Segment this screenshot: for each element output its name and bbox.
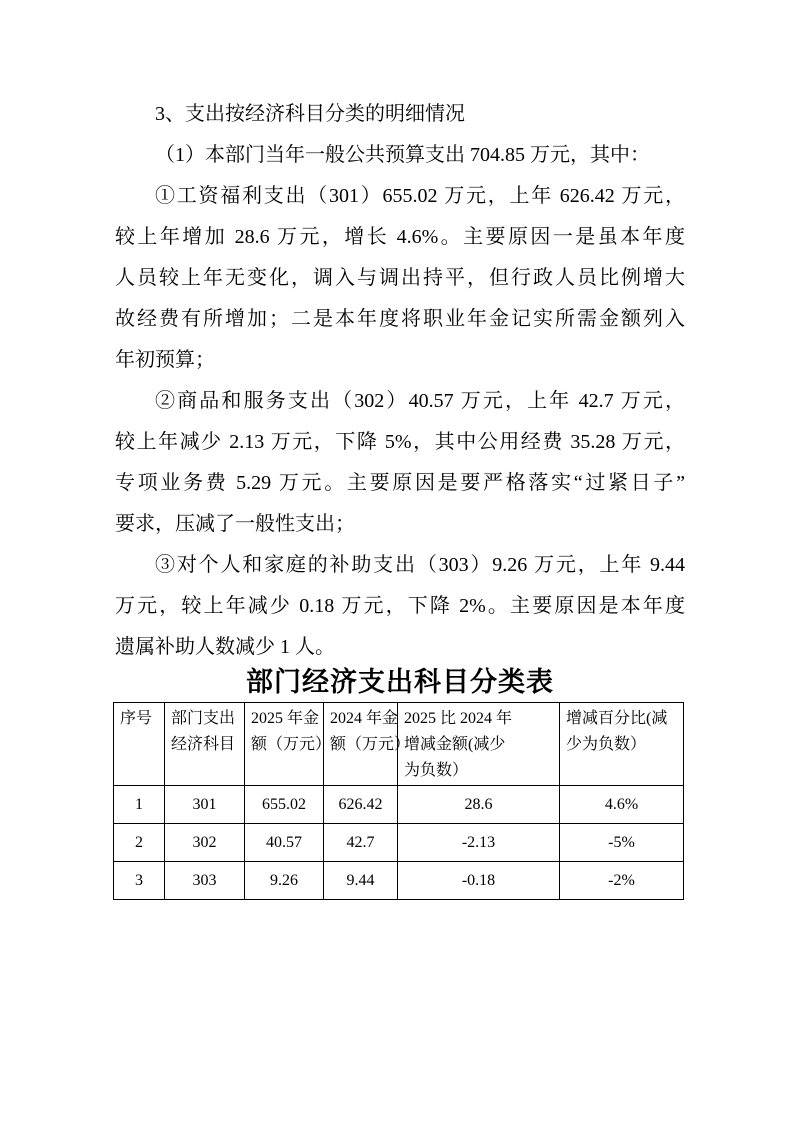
paragraph-personal-subsidy (115, 545, 685, 668)
cell-change-amount: -2.13 (398, 824, 560, 862)
table-row (114, 862, 684, 900)
cell-amount-2025: 9.26 (245, 862, 324, 900)
text-line: （1）本部门当年一般公共预算支出 704.85 万元，其中： (155, 144, 650, 166)
text-line: ②商品和服务支出（302）40.57 万元，上年 42.7 万元， (155, 390, 685, 412)
paragraph-wage-expense (115, 176, 685, 381)
table-row (114, 824, 684, 862)
cell-serial: 1 (114, 786, 165, 824)
cell-serial: 3 (114, 862, 165, 900)
header-amount-2025 (245, 703, 332, 786)
paragraph-intro (115, 135, 685, 176)
body-text (115, 94, 685, 668)
text-line: ①工资福利支出（301）655.02 万元，上年 626.42 万元， (155, 185, 685, 207)
header-line: 经济科目 (171, 736, 236, 753)
header-change-amount (398, 703, 560, 786)
header-line: 2024 年金 (330, 710, 399, 727)
cell-change-percentage: -5% (560, 824, 684, 862)
header-line: 为负数） (404, 762, 469, 779)
table-title: 部门经济支出科目分类表 (246, 667, 554, 697)
text-line: 专项业务费 5.29 万元。主要原因是要严格落实“过紧日子” (115, 472, 685, 494)
header-amount-2024 (324, 703, 411, 786)
economic-classification-table (113, 702, 684, 900)
header-line: 序号 (120, 710, 153, 727)
text-line: 故经费有所增加；二是本年度将职业年金记实所需金额列入 (115, 308, 685, 330)
text-line: 年初预算； (115, 349, 215, 371)
paragraph-goods-services (115, 381, 685, 545)
cell-change-amount: 28.6 (398, 786, 560, 824)
cell-change-percentage: 4.6% (560, 786, 684, 824)
cell-subject-code: 303 (165, 862, 245, 900)
cell-change-amount: -0.18 (398, 862, 560, 900)
text-line: 较上年增加 28.6 万元，增长 4.6%。主要原因一是虽本年度 (115, 226, 685, 248)
header-change-percentage (560, 703, 684, 786)
header-line: 额（万元） (251, 736, 332, 753)
cell-subject-code: 301 (165, 786, 245, 824)
text-line: 遗属补助人数减少 1 人。 (115, 636, 335, 658)
header-line: 部门支出 (171, 710, 236, 727)
cell-amount-2024: 9.44 (324, 862, 398, 900)
header-line: 额（万元） (330, 736, 411, 753)
header-line: 增减金额(减少 (404, 736, 506, 753)
text-line: 较上年减少 2.13 万元，下降 5%，其中公用经费 35.28 万元， (115, 431, 685, 453)
table-header-row (114, 703, 684, 786)
header-line: 少为负数） (566, 736, 647, 753)
header-line: 增减百分比(减 (566, 710, 668, 727)
table-row (114, 786, 684, 824)
text-line: ③对个人和家庭的补助支出（303）9.26 万元，上年 9.44 (155, 554, 685, 576)
text-line: 万元，较上年减少 0.18 万元，下降 2%。主要原因是本年度 (115, 595, 685, 617)
cell-serial: 2 (114, 824, 165, 862)
text-line: 人员较上年无变化，调入与调出持平，但行政人员比例增大 (115, 267, 685, 289)
cell-amount-2024: 626.42 (324, 786, 398, 824)
header-serial-number (114, 703, 165, 786)
header-line: 2025 比 2024 年 (404, 710, 513, 727)
cell-amount-2024: 42.7 (324, 824, 398, 862)
cell-amount-2025: 655.02 (245, 786, 324, 824)
cell-subject-code: 302 (165, 824, 245, 862)
cell-amount-2025: 40.57 (245, 824, 324, 862)
section-heading: 3、支出按经济科目分类的明细情况 (155, 103, 465, 125)
text-line: 要求，压减了一般性支出； (115, 513, 355, 535)
header-line: 2025 年金 (251, 710, 320, 727)
cell-change-percentage: -2% (560, 862, 684, 900)
header-expense-subject (165, 703, 245, 786)
